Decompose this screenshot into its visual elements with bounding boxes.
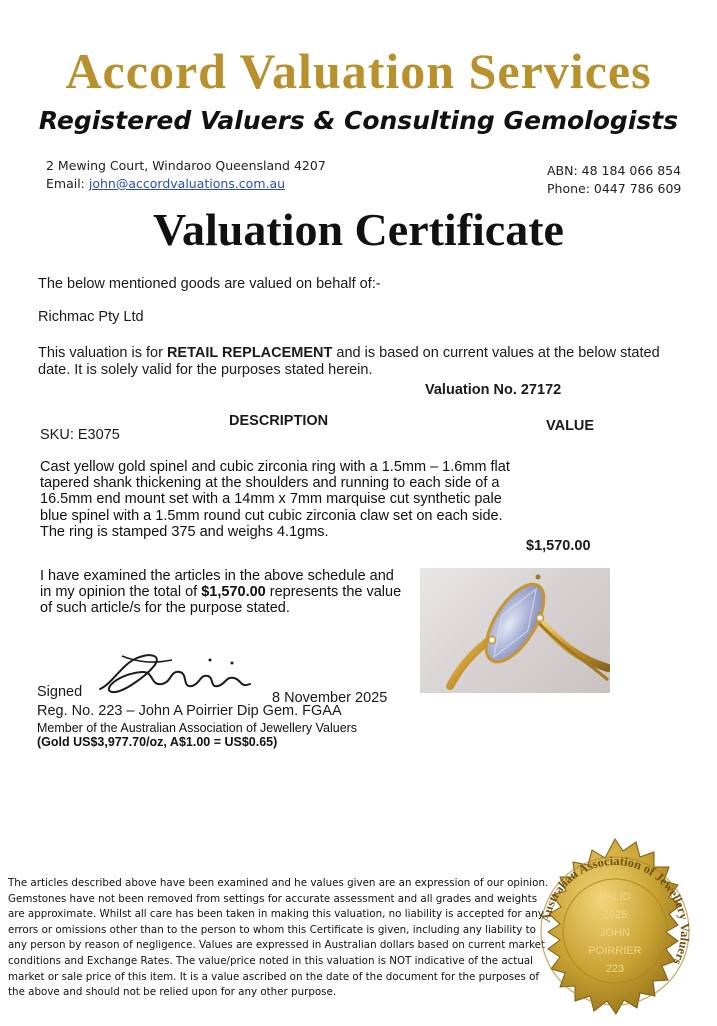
disclaimer-line: Gemstones have not been removed from settings for accurate assessment and all grades and weights <box>8 892 538 905</box>
value-heading: VALUE <box>546 418 595 434</box>
seal-ring-text: Australian Association of Jewellery Valuers <box>538 853 693 968</box>
opinion-line-1: I have examined the articles in the above schedule and <box>40 568 394 584</box>
client-name: Richmac Pty Ltd <box>38 309 144 325</box>
association-seal <box>520 836 710 1026</box>
seal-line-2: 2025 <box>602 909 628 921</box>
description-line: blue spinel with a 1.5mm round cut cubic zirconia claw set on each side. <box>40 507 503 524</box>
gold-rate: (Gold US$3,977.70/oz, A$1.00 = US$0.65) <box>37 735 278 749</box>
purpose-line-2: date. It is solely valid for the purposes stated herein. <box>38 362 373 378</box>
purpose-pre: This valuation is for <box>38 345 167 361</box>
description-line: The ring is stamped 375 and weighs 4.1gms. <box>40 523 329 540</box>
description-heading: DESCRIPTION <box>229 413 329 429</box>
handwritten-signature <box>92 644 262 704</box>
description-line: tapered shank thickening at the shoulders and running to each side of a <box>40 475 500 492</box>
item-value: $1,570.00 <box>526 538 591 554</box>
purpose-post: and is based on current values at the below stated <box>332 345 660 361</box>
opinion-total: $1,570.00 <box>201 584 266 601</box>
disclaimer <box>8 876 548 1001</box>
company-tagline: Registered Valuers & Consulting Gemologists <box>38 106 679 135</box>
valuation-number: Valuation No. 27172 <box>425 382 562 398</box>
purpose-type: RETAIL REPLACEMENT <box>166 345 333 361</box>
email-link[interactable]: john@accordvaluations.com.au <box>88 176 286 191</box>
signed-label: Signed <box>37 684 83 700</box>
ring-photo <box>420 568 610 693</box>
seal-line-4: POIRRIER <box>588 945 642 957</box>
disclaimer-line: errors or omissions other than to the person to whom this Certificate is given, including any liability to <box>8 923 536 936</box>
description-line: Cast yellow gold spinel and cubic zirconia ring with a 1.5mm – 1.6mm flat <box>40 459 510 475</box>
registration: Reg. No. 223 – John A Poirrier Dip Gem. FGAA <box>37 703 342 719</box>
opinion-statement <box>40 568 401 617</box>
address: 2 Mewing Court, Windaroo Queensland 4207 <box>46 158 326 173</box>
phone: Phone: 0447 786 609 <box>547 181 682 196</box>
disclaimer-line: are approximate. Whilst all care has been taken in making this valuation, no liability is accepted for any <box>8 908 544 921</box>
opinion-line-3: of such article/s for the purpose stated. <box>40 600 290 617</box>
membership: Member of the Australian Association of Jewellery Valuers <box>37 721 358 735</box>
seal-line-1: VALID <box>599 891 631 903</box>
disclaimer-line: the above and should not be relied upon for any other purpose. <box>8 986 337 999</box>
email-label: Email: <box>46 176 85 191</box>
purpose-line-1 <box>38 345 660 361</box>
opinion-post: represents the value <box>265 584 402 601</box>
company-name: Accord Valuation Services <box>65 43 652 99</box>
ring-illustration <box>420 568 610 693</box>
opinion-pre: in my opinion the total of <box>40 584 202 601</box>
seal-line-3: JOHN <box>600 927 630 939</box>
email-line <box>46 176 285 191</box>
description-line: 16.5mm end mount set with a 14mm x 7mm marquise cut synthetic pale <box>40 491 502 508</box>
sku: SKU: E3075 <box>40 427 120 443</box>
item-description <box>40 459 530 540</box>
seal-line-5: 223 <box>605 963 625 975</box>
opinion-line-2 <box>40 584 401 600</box>
disclaimer-line: The articles described above have been examined and he values given are an expression of our opinion. <box>8 877 549 889</box>
behalf-intro: The below mentioned goods are valued on behalf of:- <box>38 276 381 292</box>
certificate-title: Valuation Certificate <box>153 204 564 255</box>
signed-date: 8 November 2025 <box>272 690 388 706</box>
abn: ABN: 48 184 066 854 <box>547 163 682 178</box>
disclaimer-line: market or sale price of this item. It is a value ascribed on the date of the document for the purposes of <box>8 970 540 983</box>
disclaimer-line: any person by reason of negligence. Values are expressed in Australian dollars based on current market <box>8 939 546 952</box>
disclaimer-line: conditions and Exchange Rates. The value/price noted in this valuation is NOT indicative of the actual <box>8 954 534 967</box>
